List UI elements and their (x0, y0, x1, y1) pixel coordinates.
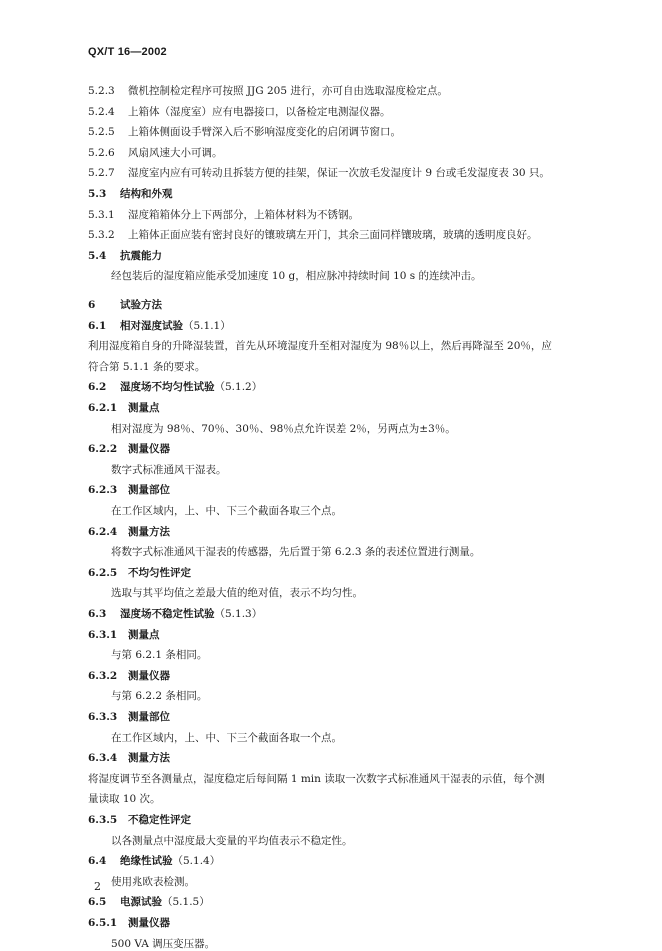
clause-text: 在工作区域内，上、中、下三个截面各取三个点。 (111, 505, 342, 517)
clause-number: 6.2.5 (88, 567, 118, 579)
clause-number: 6.2.2 (88, 443, 118, 455)
text-line (88, 208, 359, 222)
text-line (111, 463, 227, 477)
clause-number: 6.2.3 (88, 484, 118, 496)
text-line (88, 105, 391, 119)
clause-number: 5.3.1 (88, 209, 115, 221)
text-line (88, 751, 170, 765)
clause-text: 量读取 10 次。 (88, 793, 161, 805)
clause-heading: 测量点 (128, 629, 160, 641)
text-line (111, 689, 207, 703)
text-line (88, 339, 552, 353)
text-line (88, 792, 161, 806)
text-line (88, 566, 191, 580)
clause-number: 6.3.5 (88, 814, 118, 826)
document-header: QX/T 16—2002 (88, 46, 167, 58)
text-line (88, 84, 448, 98)
clause-text: 将数字式标准通风干湿表的传感器，先后置于第 6.2.3 条的表述位置进行测量。 (111, 546, 481, 558)
text-line (111, 731, 342, 745)
text-line (88, 772, 545, 786)
clause-text: 以各测量点中湿度最大变量的平均值表示不稳定性。 (111, 835, 353, 847)
clause-heading: 抗震能力 (120, 250, 162, 262)
clause-heading: 相对湿度试验 (120, 320, 183, 332)
clause-text: 500 VA 调压变压器。 (111, 938, 216, 950)
clause-text: 微机控制检定程序可按照 JJG 205 进行，亦可自由选取湿度检定点。 (128, 85, 448, 97)
clause-number: 5.2.5 (88, 126, 115, 138)
clause-number: 6.5 (88, 896, 107, 908)
clause-text: 与第 6.2.1 条相同。 (111, 649, 208, 661)
clause-reference: （5.1.5） (162, 896, 210, 908)
clause-heading: 测量仪器 (128, 917, 170, 929)
text-line (88, 380, 262, 394)
text-line (88, 228, 538, 242)
text-line (111, 269, 482, 283)
clause-text: 与第 6.2.2 条相同。 (111, 690, 208, 702)
text-line (111, 545, 480, 559)
clause-heading: 测量点 (128, 402, 160, 414)
text-line (111, 422, 456, 436)
clause-heading: 测量仪器 (128, 443, 170, 455)
clause-number: 6.3.4 (88, 752, 118, 764)
text-line (111, 937, 215, 951)
clause-heading: 结构和外观 (120, 188, 173, 200)
clause-number: 5.3 (88, 188, 107, 200)
clause-heading: 试验方法 (120, 299, 162, 311)
clause-text: 数字式标准通风干湿表。 (111, 464, 227, 476)
clause-text: 相对湿度为 98％、70％、30％、98％点允许误差 2％，另两点为±3％。 (111, 423, 456, 435)
text-line (88, 249, 162, 263)
clause-number: 5.4 (88, 250, 107, 262)
clause-text: 湿度箱箱体分上下两部分，上箱体材料为不锈钢。 (128, 209, 359, 221)
text-line (111, 586, 363, 600)
clause-heading: 湿度场不稳定性试验 (120, 608, 215, 620)
clause-number: 6.3 (88, 608, 107, 620)
clause-number: 6.2 (88, 381, 107, 393)
clause-number: 6 (88, 299, 96, 311)
clause-number: 5.2.4 (88, 106, 115, 118)
clause-text: 在工作区域内，上、中、下三个截面各取一个点。 (111, 732, 342, 744)
text-line (88, 125, 401, 139)
text-line (88, 895, 210, 909)
clause-heading: 电源试验 (120, 896, 162, 908)
text-line (88, 319, 231, 333)
text-line (88, 628, 160, 642)
clause-text: 经包装后的湿度箱应能承受加速度 10 g，相应脉冲持续时间 10 s 的连续冲击。 (111, 270, 482, 282)
text-line (88, 607, 262, 621)
clause-number: 6.5.1 (88, 917, 118, 929)
clause-heading: 测量部位 (128, 484, 170, 496)
clause-text: 风扇风速大小可调。 (128, 147, 223, 159)
clause-number: 6.3.3 (88, 711, 118, 723)
clause-number: 5.2.7 (88, 167, 115, 179)
text-line (88, 710, 170, 724)
clause-heading: 测量仪器 (128, 670, 170, 682)
text-line (88, 854, 220, 868)
text-line (88, 525, 170, 539)
page-number: 2 (94, 880, 101, 893)
clause-text: 上箱体正面应装有密封良好的镶玻璃左开门，其余三面同样镶玻璃，玻璃的透明度良好。 (128, 229, 538, 241)
clause-number: 6.3.2 (88, 670, 118, 682)
clause-reference: （5.1.1） (183, 320, 231, 332)
text-line (88, 401, 160, 415)
clause-number: 6.4 (88, 855, 107, 867)
clause-number: 6.2.4 (88, 526, 118, 538)
clause-text: 上箱体侧面设手臂深入后不影响湿度变化的启闭调节窗口。 (128, 126, 401, 138)
text-line (88, 146, 223, 160)
clause-heading: 测量方法 (128, 526, 170, 538)
clause-number: 6.3.1 (88, 629, 118, 641)
text-line (88, 298, 162, 312)
clause-number: 5.2.3 (88, 85, 115, 97)
text-line (111, 834, 353, 848)
clause-reference: （5.1.4） (172, 855, 221, 867)
text-line (111, 648, 207, 662)
clause-heading: 不稳定性评定 (128, 814, 191, 826)
text-line (88, 166, 550, 180)
clause-text: 湿度室内应有可转动且拆装方便的挂架，保证一次放毛发湿度计 9 台或毛发湿度表 30 只。 (128, 167, 550, 179)
clause-number: 6.1 (88, 320, 107, 332)
clause-text: 使用兆欧表检测。 (111, 876, 195, 888)
text-line (111, 504, 342, 518)
text-line (88, 442, 170, 456)
clause-heading: 绝缘性试验 (120, 855, 173, 867)
clause-text: 符合第 5.1.1 条的要求。 (88, 361, 206, 373)
clause-text: 利用湿度箱自身的升降湿装置，首先从环境湿度升至相对湿度为 98％以上，然后再降湿至 20％，应 (88, 340, 552, 352)
clause-number: 6.2.1 (88, 402, 118, 414)
clause-number: 5.2.6 (88, 147, 115, 159)
clause-number: 5.3.2 (88, 229, 115, 241)
clause-heading: 不均匀性评定 (128, 567, 191, 579)
clause-text: 选取与其平均值之差最大值的绝对值，表示不均匀性。 (111, 587, 363, 599)
text-line (88, 669, 170, 683)
clause-heading: 湿度场不均匀性试验 (120, 381, 215, 393)
text-line (88, 187, 173, 201)
clause-text: 将湿度调节至各测量点，湿度稳定后每间隔 1 min 读取一次数字式标准通风干湿表的示值，每个测 (88, 773, 545, 785)
clause-heading: 测量部位 (128, 711, 170, 723)
clause-reference: （5.1.3） (214, 608, 263, 620)
text-line (88, 483, 170, 497)
clause-text: 上箱体（湿度室）应有电器接口，以备检定电测湿仪器。 (128, 106, 391, 118)
text-line (88, 813, 191, 827)
clause-reference: （5.1.2） (214, 381, 263, 393)
text-line (88, 360, 205, 374)
text-line (111, 875, 195, 889)
text-line (88, 916, 170, 930)
clause-heading: 测量方法 (128, 752, 170, 764)
